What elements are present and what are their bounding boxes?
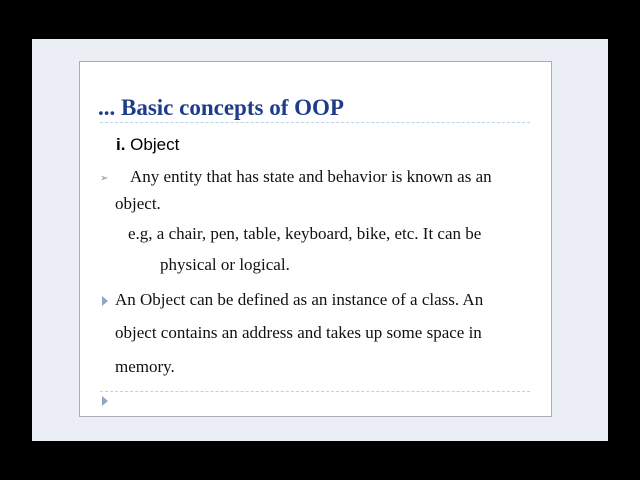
subheading bbox=[116, 135, 179, 155]
bullet2-line2: object contains an address and takes up some space in bbox=[115, 323, 482, 342]
example-line1: e.g, a chair, pen, table, keyboard, bike, etc. It can be bbox=[128, 224, 482, 243]
example-line2: physical or logical. bbox=[160, 255, 290, 274]
bullet2-line3: memory. bbox=[115, 357, 175, 376]
bullet1-line1: Any entity that has state and behavior is known as an bbox=[130, 167, 492, 186]
open-arrow-bullet-icon: ➢ bbox=[100, 173, 109, 184]
slide-title: ... Basic concepts of OOP bbox=[98, 95, 344, 120]
empty-triangle-bullet-icon bbox=[102, 396, 108, 406]
footer-divider bbox=[100, 391, 530, 392]
subheading-text: Object bbox=[125, 135, 180, 154]
bullet2-line1: An Object can be defined as an instance of a class. An bbox=[115, 290, 484, 309]
slide bbox=[79, 61, 552, 417]
bullet1-line2: object. bbox=[115, 194, 161, 213]
triangle-bullet-icon bbox=[102, 296, 108, 306]
subheading-number: i. bbox=[116, 135, 126, 154]
title-divider bbox=[100, 122, 530, 123]
